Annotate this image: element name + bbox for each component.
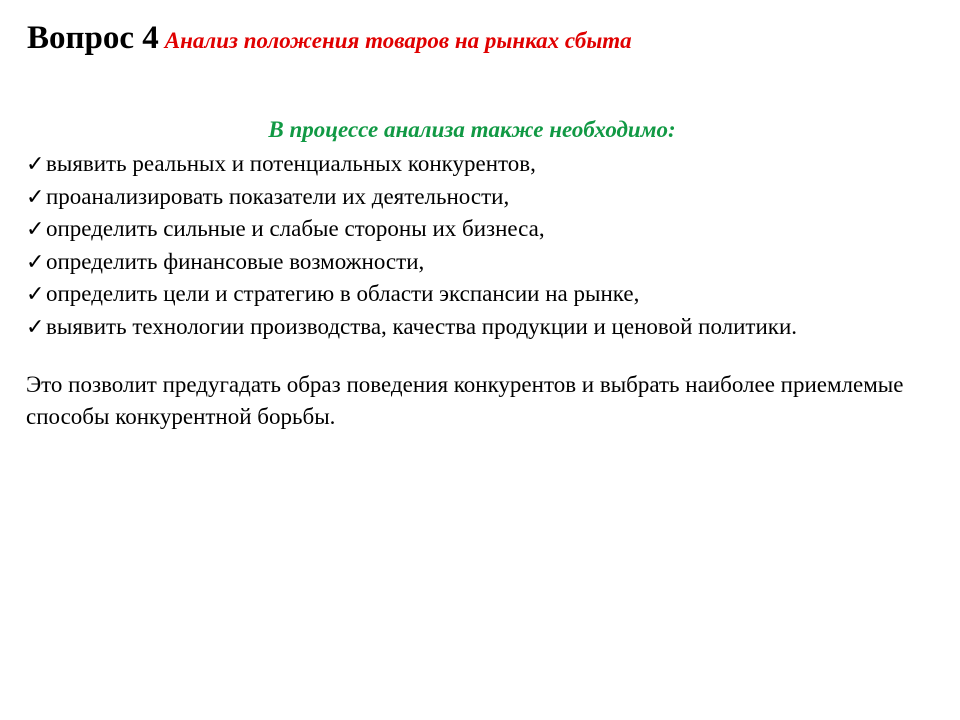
list-item — [26, 246, 797, 279]
list-item — [26, 311, 797, 344]
checklist — [26, 148, 797, 343]
check-icon: ✓ — [26, 248, 45, 274]
page-title — [27, 20, 632, 57]
list-item — [26, 213, 797, 246]
list-item-text: выявить реальных и потенциальных конкурентов, — [46, 151, 536, 176]
question-label: Вопрос 4 — [27, 20, 159, 56]
list-item-text: выявить технологии производства, качества продукции и ценовой политики. — [46, 313, 798, 339]
list-item-text: определить цели и стратегию в области экспансии на рынке, — [46, 281, 640, 306]
check-icon: ✓ — [26, 183, 45, 209]
section-subheading: В процессе анализа также необходимо: — [268, 117, 676, 142]
list-item — [26, 278, 797, 311]
check-icon: ✓ — [26, 313, 45, 339]
list-item-text: определить финансовые возможности, — [46, 248, 425, 274]
list-item — [26, 148, 797, 181]
check-icon: ✓ — [26, 216, 45, 241]
conclusion-paragraph: Это позволит предугадать образ поведения конкурентов и выбрать наиболее приемлемые способы конкурентной борьбы. — [26, 372, 904, 429]
list-item — [26, 181, 797, 214]
list-item-text: определить сильные и слабые стороны их бизнеса, — [46, 216, 545, 241]
check-icon: ✓ — [26, 281, 45, 306]
check-icon: ✓ — [26, 151, 45, 176]
topic-label: Анализ положения товаров на рынках сбыта — [164, 28, 632, 53]
list-item-text: проанализировать показатели их деятельности, — [46, 183, 510, 209]
